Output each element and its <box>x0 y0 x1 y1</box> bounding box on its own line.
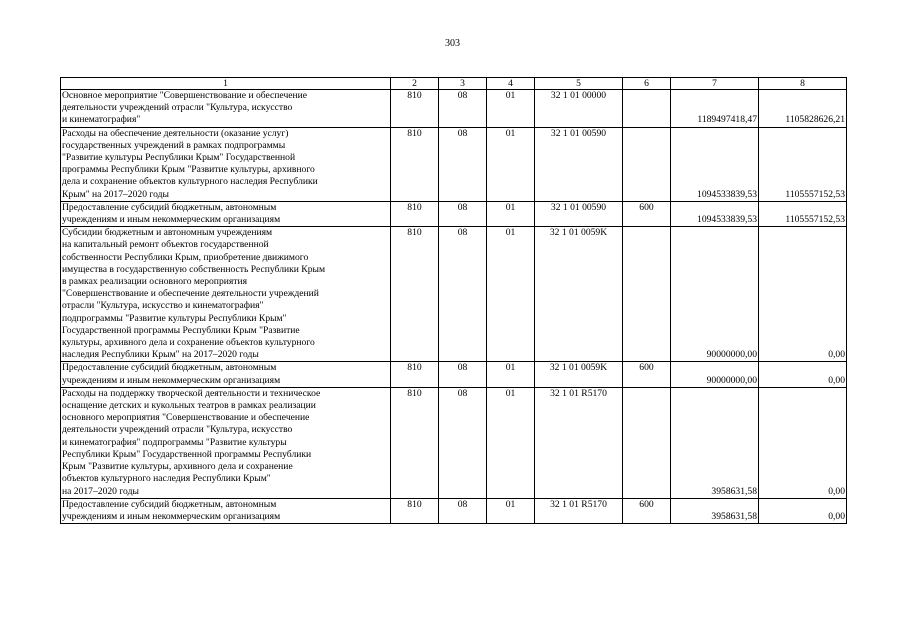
subsection-code: 01 <box>487 90 535 128</box>
expense-type-code: 600 <box>623 498 671 523</box>
row-description: Субсидии бюджетным и автономным учреждениям на капитальный ремонт объектов государственной собственности Республики Крым, приобретение движимого имущества в государственную собственность Республики Крым в рамках реализации основного мероприятия "Совершенствование и обеспечение деятельности учреждений отрасли "Культура, искусство и кинематография" подпрограммы "Развитие культуры Республики Крым" Государственной программы Республики Крым "Развитие культуры, архивного дела и сохранение объектов культурного наследия Республики Крым" на 2017–2020 годы <box>61 227 391 362</box>
section-code: 08 <box>439 387 487 498</box>
amount-col8: 1105828626,21 <box>759 90 847 128</box>
column-header-1: 1 <box>61 78 391 90</box>
section-code: 08 <box>439 90 487 128</box>
table-row <box>61 362 847 387</box>
ministry-code: 810 <box>391 498 439 523</box>
table-row <box>61 227 847 362</box>
column-header-3: 3 <box>439 78 487 90</box>
budget-table <box>60 77 847 524</box>
ministry-code: 810 <box>391 387 439 498</box>
amount-col7: 3958631,58 <box>671 387 759 498</box>
subsection-code: 01 <box>487 362 535 387</box>
target-article-code: 32 1 01 0059K <box>535 362 623 387</box>
target-article-code: 32 1 01 00000 <box>535 90 623 128</box>
ministry-code: 810 <box>391 227 439 362</box>
amount-col7: 90000000,00 <box>671 362 759 387</box>
row-description: Предоставление субсидий бюджетным, автономным учреждениям и иным некоммерческим организациям <box>61 498 391 523</box>
column-header-7: 7 <box>671 78 759 90</box>
amount-col7: 1094533839,53 <box>671 201 759 226</box>
column-header-6: 6 <box>623 78 671 90</box>
amount-col8: 0,00 <box>759 362 847 387</box>
section-code: 08 <box>439 127 487 201</box>
page-number: 303 <box>445 38 460 49</box>
amount-col7: 3958631,58 <box>671 498 759 523</box>
expense-type-code <box>623 387 671 498</box>
ministry-code: 810 <box>391 201 439 226</box>
ministry-code: 810 <box>391 127 439 201</box>
table-row <box>61 387 847 498</box>
ministry-code: 810 <box>391 90 439 128</box>
subsection-code: 01 <box>487 227 535 362</box>
expense-type-code <box>623 127 671 201</box>
expense-type-code: 600 <box>623 201 671 226</box>
subsection-code: 01 <box>487 387 535 498</box>
amount-col8: 1105557152,53 <box>759 201 847 226</box>
row-description: Расходы на поддержку творческой деятельности и техническое оснащение детских и кукольных театров в рамках реализации основного мероприятия "Совершенствование и обеспечение деятельности учреждений отрасли "Культура, искусство и кинематография" подпрограммы "Развитие культуры Республики Крым" Государственной программы Республики Крым "Развитие культуры, архивного дела и сохранение объектов культурного наследия Республики Крым" на 2017–2020 годы <box>61 387 391 498</box>
amount-col8: 0,00 <box>759 387 847 498</box>
table-row <box>61 498 847 523</box>
row-description: Основное мероприятие "Совершенствование и обеспечение деятельности учреждений отрасли "Культура, искусство и кинематография" <box>61 90 391 128</box>
table-row <box>61 90 847 128</box>
expense-type-code <box>623 227 671 362</box>
row-description: Расходы на обеспечение деятельности (оказание услуг) государственных учреждений в рамках подпрограммы "Развитие культуры Республики Крым" Государственной программы Республики Крым "Развитие культуры, архивного дела и сохранение объектов культурного наследия Республики Крым" на 2017–2020 годы <box>61 127 391 201</box>
column-header-5: 5 <box>535 78 623 90</box>
column-header-2: 2 <box>391 78 439 90</box>
target-article-code: 32 1 01 R5170 <box>535 387 623 498</box>
subsection-code: 01 <box>487 127 535 201</box>
row-description: Предоставление субсидий бюджетным, автономным учреждениям и иным некоммерческим организациям <box>61 362 391 387</box>
section-code: 08 <box>439 362 487 387</box>
target-article-code: 32 1 01 R5170 <box>535 498 623 523</box>
amount-col8: 0,00 <box>759 498 847 523</box>
table-row <box>61 127 847 201</box>
expense-type-code: 600 <box>623 362 671 387</box>
target-article-code: 32 1 01 0059K <box>535 227 623 362</box>
amount-col7: 1094533839,53 <box>671 127 759 201</box>
row-description: Предоставление субсидий бюджетным, автономным учреждениям и иным некоммерческим организациям <box>61 201 391 226</box>
section-code: 08 <box>439 498 487 523</box>
column-header-4: 4 <box>487 78 535 90</box>
amount-col8: 1105557152,53 <box>759 127 847 201</box>
target-article-code: 32 1 01 00590 <box>535 127 623 201</box>
section-code: 08 <box>439 227 487 362</box>
subsection-code: 01 <box>487 498 535 523</box>
header-row <box>61 78 847 90</box>
amount-col7: 1189497418,47 <box>671 90 759 128</box>
table-row <box>61 201 847 226</box>
amount-col7: 90000000,00 <box>671 227 759 362</box>
column-header-8: 8 <box>759 78 847 90</box>
section-code: 08 <box>439 201 487 226</box>
subsection-code: 01 <box>487 201 535 226</box>
amount-col8: 0,00 <box>759 227 847 362</box>
ministry-code: 810 <box>391 362 439 387</box>
target-article-code: 32 1 01 00590 <box>535 201 623 226</box>
expense-type-code <box>623 90 671 128</box>
